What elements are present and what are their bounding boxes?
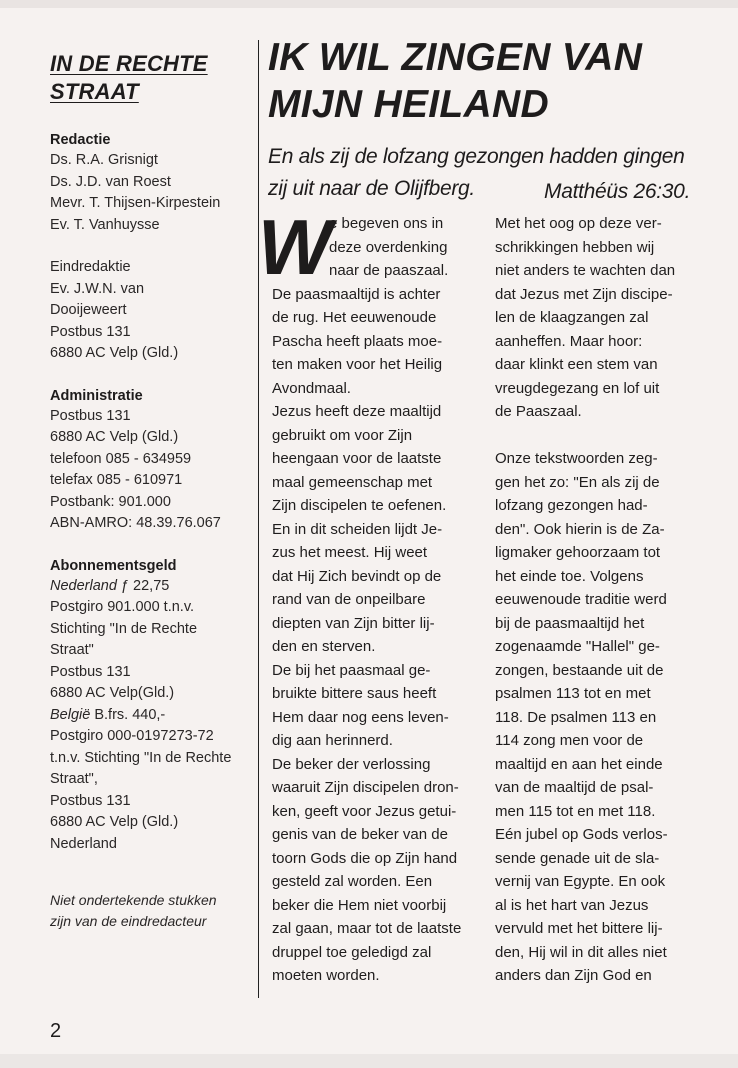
text-line: schrikkingen hebben wij xyxy=(495,238,655,256)
text-line: beker die Hem niet voorbij xyxy=(272,896,447,914)
administratie-heading: Administratie xyxy=(50,387,143,404)
text-line: diepten van Zijn bitter lij- xyxy=(272,614,435,632)
administratie-line: telefax 085 - 610971 xyxy=(50,472,183,488)
text-line: Onze tekstwoorden zeg- xyxy=(495,450,658,467)
abonnementsgeld-section xyxy=(50,556,250,856)
text-line: Zijn discipelen te oefenen. xyxy=(272,497,447,514)
price-belgie-value: B.frs. 440,- xyxy=(90,706,166,723)
column-divider xyxy=(258,40,259,998)
text-line: Hem daar nog eens leven- xyxy=(272,708,449,726)
text-line: toorn Gods die op Zijn hand xyxy=(272,849,458,867)
abonnement-line: 6880 AC Velp (Gld.) xyxy=(50,814,179,830)
abonnement-line: Postgiro 000-0197273-72 xyxy=(50,728,214,744)
text-line: De paasmaaltijd is achter xyxy=(272,285,441,303)
text-line: moeten worden. xyxy=(272,967,380,984)
text-line: vernij van Egypte. En ook xyxy=(495,873,666,890)
text-line: dat Jezus met Zijn discipe- xyxy=(495,285,673,303)
abonnement-line: Postgiro 901.000 t.n.v. xyxy=(50,599,195,615)
text-line: dig aan herinnerd. xyxy=(272,732,393,749)
text-line: De beker der verlossing xyxy=(272,755,431,773)
redactie-heading: Redactie xyxy=(50,132,111,148)
text-line: anders dan Zijn God en xyxy=(495,967,652,984)
price-nederland-label: Nederland xyxy=(50,577,117,594)
text-line: de rug. Het eeuwenoude xyxy=(272,309,437,326)
text-line: men 115 tot en met 118. xyxy=(495,802,656,820)
eindredaktie-line: Dooijeweert xyxy=(50,302,127,318)
text-line: gesteld zal worden. Een xyxy=(272,873,433,890)
redactie-section xyxy=(50,130,250,236)
article-headline xyxy=(268,34,718,128)
text-line: Avondmaal. xyxy=(272,379,351,397)
column-1-text xyxy=(272,283,484,988)
drop-cap: W xyxy=(258,203,332,291)
text-line: al is het hart van Jezus xyxy=(495,896,649,914)
text-line: Met het oog op deze ver- xyxy=(495,215,662,232)
administratie-section xyxy=(50,386,250,535)
abonnement-line: Nederland xyxy=(50,835,117,852)
abonnement-line: t.n.v. Stichting "In de Rechte xyxy=(50,749,232,766)
article-column-2 xyxy=(495,212,707,988)
text-line: heengaan voor de laatste xyxy=(272,450,442,467)
headline-line-1: IK WIL ZINGEN VAN xyxy=(268,36,643,79)
article-column-1 xyxy=(258,203,484,988)
redactie-line: Ds. J.D. van Roest xyxy=(50,173,171,190)
text-line: De bij het paasmaal ge- xyxy=(272,661,431,679)
editor-note-line: zijn van de eindredacteur xyxy=(50,913,207,929)
text-line: Jezus heeft deze maaltijd xyxy=(272,403,442,420)
text-line: de Paaszaal. xyxy=(495,403,582,420)
text-line: den, Hij wil in dit alles niet xyxy=(495,943,667,961)
text-line: het einde toe. Volgens xyxy=(495,567,644,585)
text-line: maal gemeenschap met xyxy=(272,473,433,491)
eindredaktie-line: 6880 AC Velp (Gld.) xyxy=(50,345,179,361)
magazine-title-line-1: IN DE RECHTE xyxy=(50,51,208,76)
page-top-edge xyxy=(0,0,738,8)
quote-line-1: En als zij de lofzang gezongen hadden gingen xyxy=(268,145,685,168)
magazine-title-line-2: STRAAT xyxy=(50,79,139,104)
text-line: len de klaagzangen zal xyxy=(495,309,649,326)
text-line: 114 zong men voor de xyxy=(495,732,644,749)
administratie-lines xyxy=(50,406,250,535)
abonnement-lines-a xyxy=(50,597,250,705)
eindredaktie-line: Postbus 131 xyxy=(50,323,131,340)
quote-line-2: zij uit naar de Olijfberg. xyxy=(268,177,475,200)
text-line: gen het zo: "En als zij de xyxy=(495,473,660,491)
abonnement-line: Straat" xyxy=(50,642,94,658)
page-number: 2 xyxy=(50,1020,62,1042)
abonnement-line: Straat", xyxy=(50,771,98,787)
abonnement-line: Postbus 131 xyxy=(50,792,131,809)
abonnement-line: 6880 AC Velp(Gld.) xyxy=(50,685,175,701)
text-line: e begeven ons in xyxy=(329,215,444,232)
text-line: den en sterven. xyxy=(272,638,376,655)
abonnementsgeld-heading: Abonnementsgeld xyxy=(50,557,177,574)
text-line: bruikte bittere saus heeft xyxy=(272,685,437,702)
redactie-line: Ev. T. Vanhuysse xyxy=(50,216,160,233)
text-line: Eén jubel op Gods verlos- xyxy=(495,826,668,843)
eindredaktie-line: Eindredaktie xyxy=(50,259,131,275)
administratie-line: Postbank: 901.000 xyxy=(50,493,171,510)
redactie-lines xyxy=(50,150,250,236)
text-line: psalmen 113 tot en met xyxy=(495,685,651,702)
text-line: rand van de onpeilbare xyxy=(272,591,426,608)
eindredaktie-line: Ev. J.W.N. van xyxy=(50,280,145,297)
price-belgie xyxy=(50,705,250,727)
administratie-line: 6880 AC Velp (Gld.) xyxy=(50,429,179,445)
redactie-line: Mevr. T. Thijsen-Kirpestein xyxy=(50,195,221,211)
column-2-paragraph-2 xyxy=(495,447,707,988)
text-line: druppel toe geledigd zal xyxy=(272,943,432,961)
text-line: daar klinkt een stem van xyxy=(495,356,658,373)
text-line: zal gaan, maar tot de laatste xyxy=(272,920,462,937)
masthead-sidebar xyxy=(50,50,250,932)
text-line: eeuwenoude traditie werd xyxy=(495,591,667,608)
text-line: ken, geeft voor Jezus getui- xyxy=(272,802,457,820)
editor-note-line: Niet ondertekende stukken xyxy=(50,892,217,908)
administratie-line: Postbus 131 xyxy=(50,407,131,424)
text-line: den". Ook hierin is de Za- xyxy=(495,520,665,538)
administratie-line: ABN-AMRO: 48.39.76.067 xyxy=(50,515,221,531)
text-line: sende genade uit de sla- xyxy=(495,849,660,867)
price-nederland xyxy=(50,576,250,598)
page-bottom-edge xyxy=(0,1054,738,1068)
text-line: bij de paasmaaltijd het xyxy=(495,614,645,632)
abonnement-line: Stichting "In de Rechte xyxy=(50,620,198,637)
text-line: niet anders te wachten dan xyxy=(495,262,676,279)
text-line: aanheffen. Maar hoor: xyxy=(495,332,643,350)
administratie-line: telefoon 085 - 634959 xyxy=(50,450,192,467)
eindredaktie-section xyxy=(50,257,250,365)
text-line: Pascha heeft plaats moe- xyxy=(272,332,443,350)
text-line: van de maaltijd de psal- xyxy=(495,779,654,796)
text-line: vreugdegezang en lof uit xyxy=(495,379,660,397)
price-nederland-value: ƒ 22,75 xyxy=(116,577,170,594)
text-line: zus het meest. Hij weet xyxy=(272,544,428,561)
text-line: vervuld met het bittere lij- xyxy=(495,920,663,937)
text-line: En in dit scheiden lijdt Je- xyxy=(272,520,443,538)
text-line: gebruikt om voor Zijn xyxy=(272,426,413,444)
text-line: zogenaamde "Hallel" ge- xyxy=(495,638,660,655)
text-line: waaruit Zijn discipelen dron- xyxy=(272,779,459,796)
text-line: naar de paaszaal. xyxy=(329,262,449,279)
text-line: 118. De psalmen 113 en xyxy=(495,708,657,726)
text-line: zongen, bestaande uit de xyxy=(495,661,664,679)
text-line: dat Hij Zich bevindt op de xyxy=(272,567,442,585)
magazine-title xyxy=(50,50,250,106)
price-belgie-label: België xyxy=(50,706,91,723)
text-line: ten maken voor het Heilig xyxy=(272,356,443,373)
headline-line-2: MIJN HEILAND xyxy=(268,83,549,126)
editor-note xyxy=(50,890,250,932)
column-2-paragraph-1 xyxy=(495,212,707,424)
abonnement-line: Postbus 131 xyxy=(50,663,131,680)
text-line: ligmaker gehoorzaam tot xyxy=(495,544,661,561)
text-line: genis van de beker van de xyxy=(272,826,448,843)
text-line: maaltijd en aan het einde xyxy=(495,755,663,773)
redactie-line: Ds. R.A. Grisnigt xyxy=(50,152,158,168)
text-line: lofzang gezongen had- xyxy=(495,497,648,514)
text-line: deze overdenking xyxy=(329,238,448,256)
bible-reference: Matthéüs 26:30. xyxy=(544,180,691,203)
abonnement-lines-b xyxy=(50,726,250,855)
